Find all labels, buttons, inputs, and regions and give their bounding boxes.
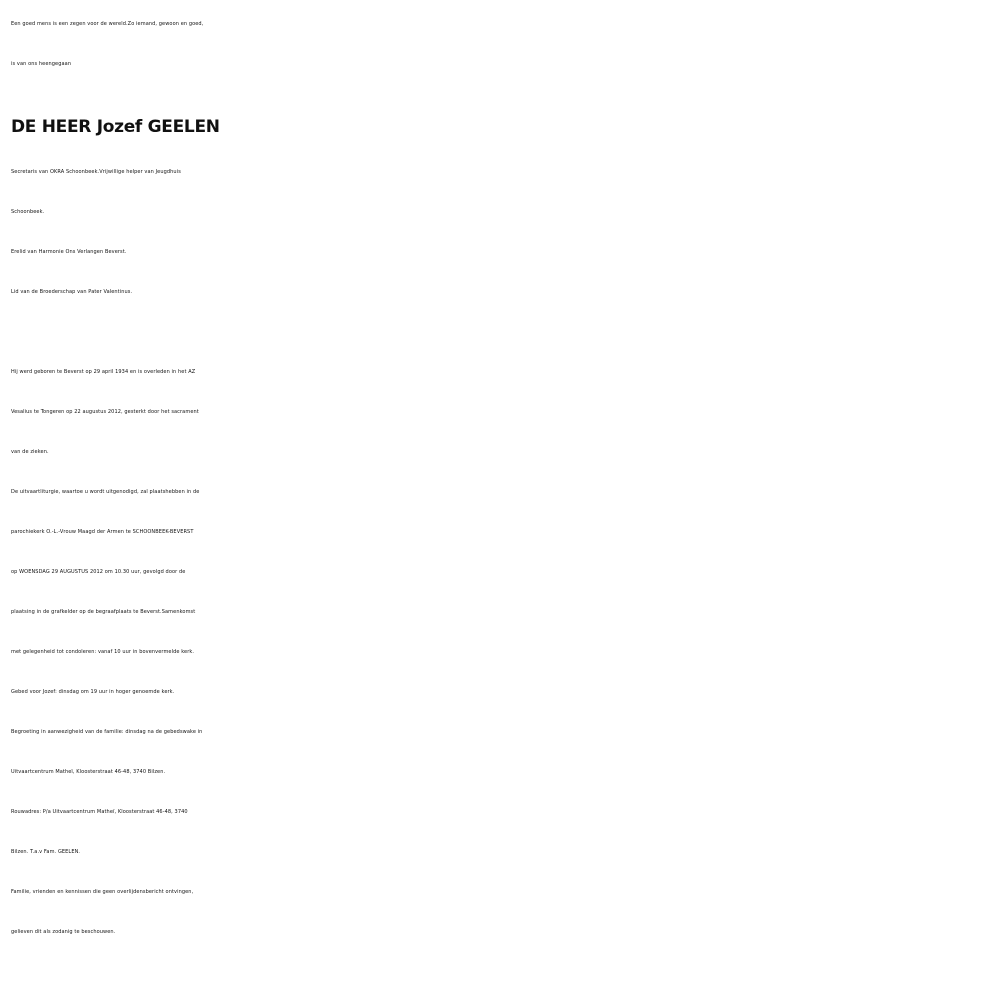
body-line: Rouwadres: P/a Uitvaartcentrum Matheï, Kloosterstraat 46-48, 3740: [11, 809, 188, 815]
body-line: Begroeting in aanwezigheid van de familie: dinsdag na de gebedswake in: [11, 729, 203, 735]
body-line: gelieven dit als zodanig te beschouwen.: [11, 929, 116, 935]
role-line: Erelid van Harmonie Ons Verlangen Beverst.: [11, 249, 127, 255]
role-line: Secretaris van OKRA Schoonbeek.Vrijwillige helper van Jeugdhuis: [11, 169, 181, 175]
body-line: plaatsing in de grafkelder op de begraafplaats te Beverst.Samenkomst: [11, 609, 196, 615]
body-line: Uitvaartcentrum Matheï, Kloosterstraat 46-48, 3740 Bilzen.: [11, 769, 166, 775]
body-line: Vesalius te Tongeren op 22 augustus 2012, gesterkt door het sacrament: [11, 409, 199, 415]
body-line: van de zieken.: [11, 449, 49, 455]
body-line: Bilzen. T.a.v Fam. GEELEN.: [11, 849, 81, 855]
body-line: op WOENSDAG 29 AUGUSTUS 2012 om 10.30 uur, gevolgd door de: [11, 569, 186, 575]
role-line: Schoonbeek.: [11, 209, 45, 215]
role-line: Lid van de Broederschap van Pater Valentinus.: [11, 289, 133, 295]
spacer: [11, 312, 991, 352]
intro-line: is van ons heengegaan: [11, 61, 72, 67]
body-line: met gelegenheid tot condoleren: vanaf 10 uur in bovenvermelde kerk.: [11, 649, 195, 655]
body-line: De uitvaartliturgie, waartoe u wordt uitgenodigd, zal plaatshebben in de: [11, 489, 200, 495]
obituary-notice: [11, 4, 991, 952]
roles-section: [11, 152, 991, 312]
intro-line: Een goed mens is een zegen voor de wereld.Zo iemand, gewoon en goed,: [11, 21, 204, 27]
body-line: parochiekerk O.-L.-Vrouw Maagd der Armen te SCHOONBEEK-BEVERST: [11, 529, 194, 535]
deceased-name: DE HEER Jozef GEELEN: [11, 117, 220, 137]
body-section: [11, 352, 991, 952]
body-line: Familie, vrienden en kennissen die geen overlijdensbericht ontvingen,: [11, 889, 194, 895]
body-line: Hij werd geboren te Beverst op 29 april 1934 en is overleden in het AZ: [11, 369, 196, 375]
body-line: Gebed voor Jozef: dinsdag om 19 uur in hoger genoemde kerk.: [11, 689, 175, 695]
intro-quote: [11, 4, 991, 84]
